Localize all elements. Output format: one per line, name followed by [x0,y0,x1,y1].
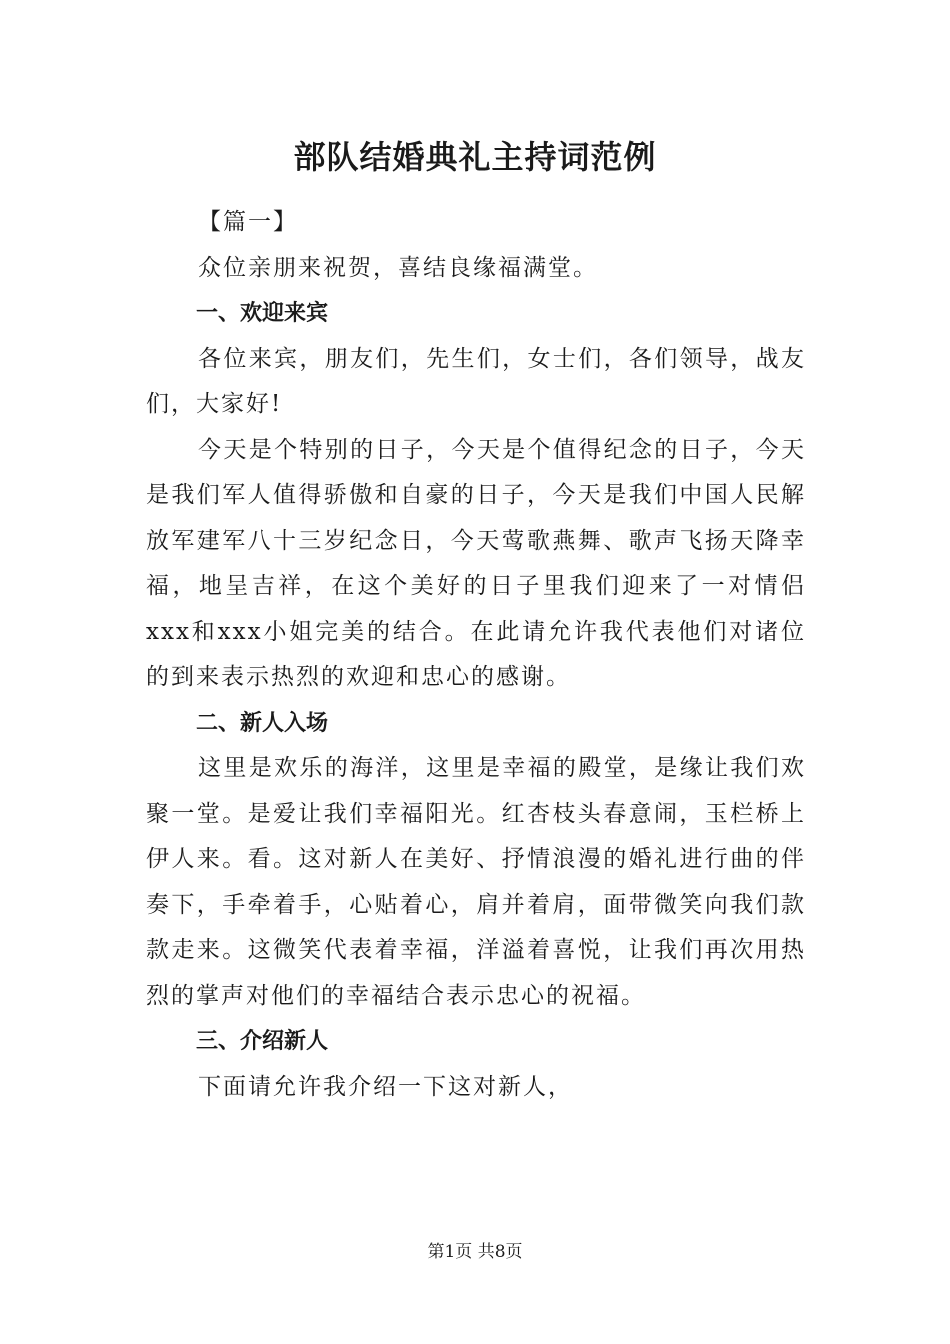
paragraph: 各位来宾，朋友们，先生们，女士们，各们领导，战友们，大家好! [146,345,806,417]
page-footer: 第1页 共8页 [427,1242,523,1262]
section-heading: 二、新人入场 [196,710,329,736]
paragraph: 下面请允许我介绍一下这对新人， [198,1073,573,1100]
document-body [146,200,806,1110]
page-title: 部队结婚典礼主持词范例 [293,138,657,176]
section-heading: 一、欢迎来宾 [196,301,329,326]
section-label: 【篇一】 [198,209,298,235]
section-heading: 三、介绍新人 [196,1029,329,1054]
paragraph: 这里是欢乐的海洋，这里是幸福的殿堂，是缘让我们欢聚一堂。是爱让我们幸福阳光。红杏枝头春意闹，玉栏桥上伊人来。看。这对新人在美好、抒情浪漫的婚礼进行曲的伴奏下，手牵着手，心贴着心，肩并着肩，面带微笑向我们款款走来。这微笑代表着幸福，洋溢着喜悦，让我们再次用热烈的掌声对他们的幸福结合表示忠心的祝福。 [146,755,806,1009]
paragraph: 今天是个特别的日子，今天是个值得纪念的日子，今天是我们军人值得骄傲和自豪的日子，今天是我们中国人民解放军建军八十三岁纪念日，今天莺歌燕舞、歌声飞扬天降幸福，地呈吉祥，在这个美好的日子里我们迎来了一对情侣xxx和xxx小姐完美的结合。在此请允许我代表他们对诸位的到来表示热烈的欢迎和忠心的感谢。 [146,436,806,690]
paragraph: 众位亲朋来祝贺，喜结良缘福满堂。 [198,254,598,281]
